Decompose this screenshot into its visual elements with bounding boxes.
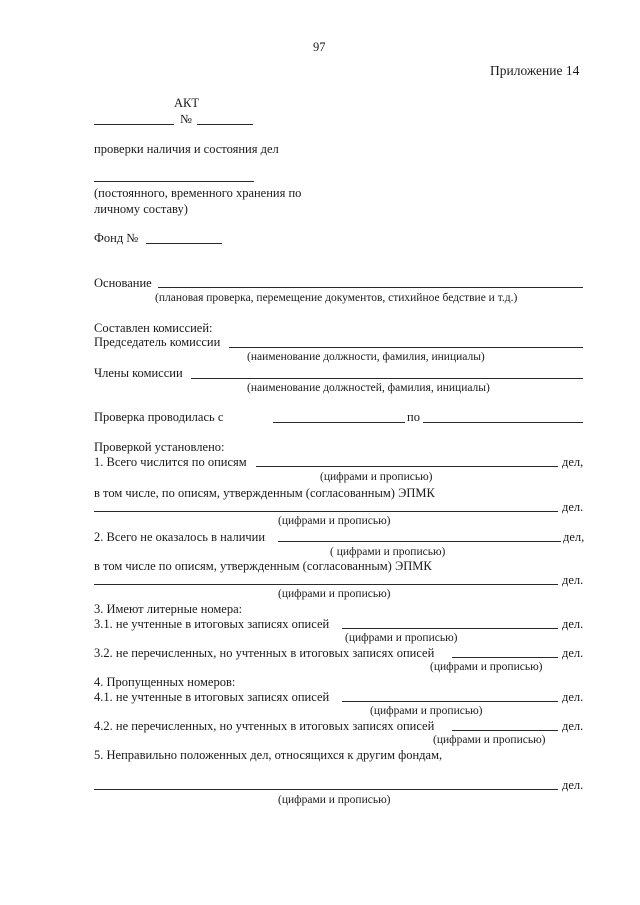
storage-type-line <box>94 181 254 182</box>
item4-2-hint: (цифрами и прописью) <box>433 734 546 746</box>
item3-1-unit: дел. <box>562 617 584 631</box>
item1-sub-hint: (цифрами и прописью) <box>278 515 391 527</box>
item4-label: 4. Пропущенных номеров: <box>94 675 236 689</box>
chair-line <box>229 347 583 348</box>
storage-hint-line2: личному составу) <box>94 202 188 216</box>
item1-sub-label: в том числе, по описям, утвержденным (согласованным) ЭПМК <box>94 486 435 500</box>
commission-composed: Составлен комиссией: <box>94 321 213 335</box>
findings-heading: Проверкой установлено: <box>94 440 225 454</box>
item1-label: 1. Всего числится по описям <box>94 455 247 469</box>
item1-line <box>256 466 558 467</box>
item1-hint: (цифрами и прописью) <box>320 471 433 483</box>
fond-label: Фонд № <box>94 231 139 245</box>
item2-sub-unit: дел. <box>562 573 584 587</box>
page-number: 97 <box>313 40 326 54</box>
item1-sub-line <box>94 511 558 512</box>
item4-1-unit: дел. <box>562 690 584 704</box>
chair-hint: (наименование должности, фамилия, инициалы) <box>247 351 485 363</box>
item3-2-line <box>452 657 558 658</box>
item3-1-line <box>342 628 558 629</box>
item1-unit: дел, <box>562 455 584 469</box>
item3-1-hint: (цифрами и прописью) <box>345 632 458 644</box>
act-number-sign: № <box>180 112 192 126</box>
act-date-line <box>94 124 174 125</box>
period-from-line <box>273 422 405 423</box>
act-number-line <box>197 124 253 125</box>
item5-label: 5. Неправильно положенных дел, относящихся к другим фондам, <box>94 748 443 762</box>
item1-sub-unit: дел. <box>562 500 584 514</box>
period-to-label: по <box>407 410 420 424</box>
item4-1-hint: (цифрами и прописью) <box>370 705 483 717</box>
item4-2-line <box>452 730 558 731</box>
members-label: Члены комиссии <box>94 366 183 380</box>
act-subtitle: проверки наличия и состояния дел <box>94 142 279 156</box>
appendix-label: Приложение 14 <box>490 63 580 78</box>
item5-unit: дел. <box>562 778 584 792</box>
item2-sub-line <box>94 584 558 585</box>
basis-label: Основание <box>94 276 152 290</box>
item3-2-hint: (цифрами и прописью) <box>430 661 543 673</box>
item2-sub-label: в том числе по описям, утвержденным (согласованным) ЭПМК <box>94 559 432 573</box>
act-title: АКТ <box>174 96 199 110</box>
item2-line <box>278 541 561 542</box>
item3-label: 3. Имеют литерные номера: <box>94 602 243 616</box>
item2-unit: дел, <box>563 530 585 544</box>
basis-line <box>158 287 583 288</box>
item5-line <box>94 789 558 790</box>
basis-hint: (плановая проверка, перемещение документов, стихийное бедствие и т.д.) <box>155 292 518 304</box>
period-to-line <box>423 422 583 423</box>
storage-hint-line1: (постоянного, временного хранения по <box>94 186 302 200</box>
item5-hint: (цифрами и прописью) <box>278 794 391 806</box>
item3-2-unit: дел. <box>562 646 584 660</box>
members-hint: (наименование должностей, фамилия, инициалы) <box>247 382 490 394</box>
item4-1-label: 4.1. не учтенные в итоговых записях описей <box>94 690 330 704</box>
members-line <box>191 378 583 379</box>
item2-label: 2. Всего не оказалось в наличии <box>94 530 266 544</box>
fond-number-line <box>146 243 222 244</box>
item4-2-label: 4.2. не перечисленных, но учтенных в итоговых записях описей <box>94 719 435 733</box>
item2-hint: ( цифрами и прописью) <box>330 546 446 558</box>
item4-2-unit: дел. <box>562 719 584 733</box>
item4-1-line <box>342 701 558 702</box>
item2-sub-hint: (цифрами и прописью) <box>278 588 391 600</box>
item3-2-label: 3.2. не перечисленных, но учтенных в итоговых записях описей <box>94 646 435 660</box>
chair-label: Председатель комиссии <box>94 335 221 349</box>
item3-1-label: 3.1. не учтенные в итоговых записях описей <box>94 617 330 631</box>
period-from-label: Проверка проводилась с <box>94 410 224 424</box>
